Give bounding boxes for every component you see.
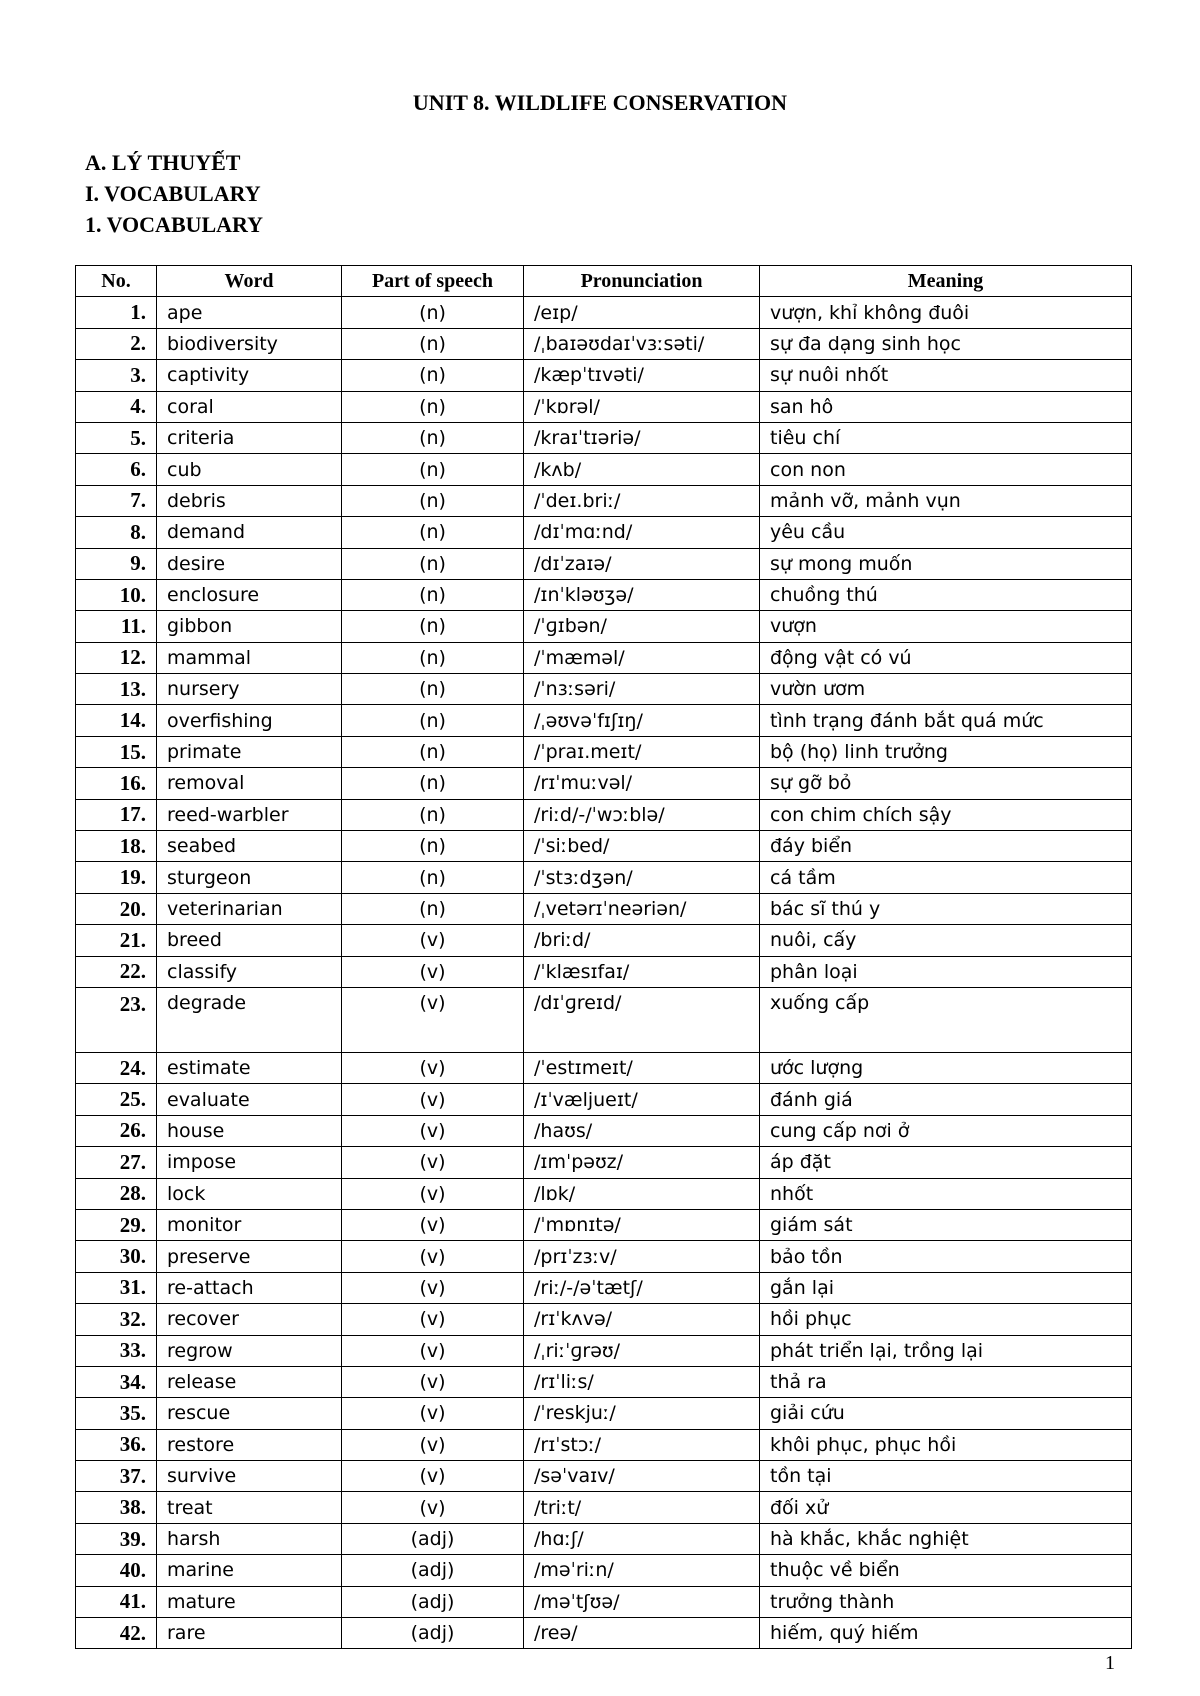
part-of-speech-cell: (v) — [342, 925, 524, 956]
part-of-speech-cell: (n) — [342, 454, 524, 485]
row-number: 13. — [76, 674, 157, 705]
table-row — [76, 956, 1132, 987]
pronunciation-cell: /ˌəʊvəˈfɪʃɪŋ/ — [524, 705, 760, 736]
table-row — [76, 1147, 1132, 1178]
meaning-cell: cá tầm — [760, 862, 1132, 893]
table-row — [76, 1178, 1132, 1209]
pronunciation-cell: /ɪnˈkləʊʒə/ — [524, 579, 760, 610]
table-row — [76, 1084, 1132, 1115]
part-of-speech-cell: (v) — [342, 1052, 524, 1083]
word-cell: enclosure — [157, 579, 342, 610]
row-number: 30. — [76, 1241, 157, 1272]
table-row — [76, 925, 1132, 956]
word-cell: criteria — [157, 422, 342, 453]
pronunciation-cell: /ˈkɒrəl/ — [524, 391, 760, 422]
row-number: 2. — [76, 328, 157, 359]
row-number: 15. — [76, 736, 157, 767]
row-number: 19. — [76, 862, 157, 893]
row-number: 28. — [76, 1178, 157, 1209]
table-row — [76, 1272, 1132, 1303]
row-number: 42. — [76, 1618, 157, 1649]
meaning-cell: tình trạng đánh bắt quá mức — [760, 705, 1132, 736]
row-number: 27. — [76, 1147, 157, 1178]
header-no: No. — [76, 266, 157, 297]
meaning-cell: tiêu chí — [760, 422, 1132, 453]
row-number: 40. — [76, 1555, 157, 1586]
meaning-cell: san hô — [760, 391, 1132, 422]
table-row — [76, 736, 1132, 767]
word-cell: desire — [157, 548, 342, 579]
row-number: 21. — [76, 925, 157, 956]
row-number: 18. — [76, 831, 157, 862]
word-cell: survive — [157, 1461, 342, 1492]
part-of-speech-cell: (v) — [342, 1492, 524, 1523]
word-cell: monitor — [157, 1209, 342, 1240]
part-of-speech-cell: (v) — [342, 1335, 524, 1366]
table-row — [76, 1304, 1132, 1335]
table-header-row — [76, 266, 1132, 297]
row-number: 25. — [76, 1084, 157, 1115]
row-number: 12. — [76, 642, 157, 673]
table-row — [76, 328, 1132, 359]
pronunciation-cell: /rɪˈliːs/ — [524, 1366, 760, 1397]
table-row — [76, 705, 1132, 736]
row-number: 37. — [76, 1461, 157, 1492]
pronunciation-cell: /riːd/-/ˈwɔːblə/ — [524, 799, 760, 830]
meaning-cell: nuôi, cấy — [760, 925, 1132, 956]
part-of-speech-cell: (v) — [342, 1272, 524, 1303]
meaning-cell: yêu cầu — [760, 517, 1132, 548]
meaning-cell: trưởng thành — [760, 1586, 1132, 1617]
pronunciation-cell: /hɑːʃ/ — [524, 1523, 760, 1554]
word-cell: restore — [157, 1429, 342, 1460]
pronunciation-cell: /riː/-/əˈtætʃ/ — [524, 1272, 760, 1303]
pronunciation-cell: /ɪˈvæljueɪt/ — [524, 1084, 760, 1115]
part-of-speech-cell: (v) — [342, 1084, 524, 1115]
meaning-cell: con non — [760, 454, 1132, 485]
pronunciation-cell: /dɪˈzaɪə/ — [524, 548, 760, 579]
meaning-cell: ước lượng — [760, 1052, 1132, 1083]
pronunciation-cell: /dɪˈɡreɪd/ — [524, 987, 760, 1052]
word-cell: lock — [157, 1178, 342, 1209]
table-row — [76, 1555, 1132, 1586]
part-of-speech-cell: (adj) — [342, 1618, 524, 1649]
table-row — [76, 454, 1132, 485]
word-cell: demand — [157, 517, 342, 548]
part-of-speech-cell: (n) — [342, 485, 524, 516]
pronunciation-cell: /məˈtʃʊə/ — [524, 1586, 760, 1617]
part-of-speech-cell: (n) — [342, 862, 524, 893]
part-of-speech-cell: (n) — [342, 360, 524, 391]
word-cell: rare — [157, 1618, 342, 1649]
word-cell: sturgeon — [157, 862, 342, 893]
row-number: 5. — [76, 422, 157, 453]
row-number: 7. — [76, 485, 157, 516]
table-row — [76, 1335, 1132, 1366]
meaning-cell: phân loại — [760, 956, 1132, 987]
pronunciation-cell: /ɪmˈpəʊz/ — [524, 1147, 760, 1178]
row-number: 29. — [76, 1209, 157, 1240]
part-of-speech-cell: (v) — [342, 1429, 524, 1460]
part-of-speech-cell: (v) — [342, 1304, 524, 1335]
meaning-cell: vườn ươm — [760, 674, 1132, 705]
row-number: 32. — [76, 1304, 157, 1335]
table-row — [76, 548, 1132, 579]
table-row — [76, 1209, 1132, 1240]
part-of-speech-cell: (v) — [342, 1115, 524, 1146]
part-of-speech-cell: (v) — [342, 1241, 524, 1272]
table-row — [76, 987, 1132, 1052]
part-of-speech-cell: (n) — [342, 831, 524, 862]
meaning-cell: thả ra — [760, 1366, 1132, 1397]
word-cell: harsh — [157, 1523, 342, 1554]
table-row — [76, 1586, 1132, 1617]
pronunciation-cell: /ˈɡɪbən/ — [524, 611, 760, 642]
word-cell: gibbon — [157, 611, 342, 642]
table-row — [76, 799, 1132, 830]
word-cell: mammal — [157, 642, 342, 673]
pronunciation-cell: /ˈstɜːdʒən/ — [524, 862, 760, 893]
table-row — [76, 422, 1132, 453]
part-of-speech-cell: (adj) — [342, 1586, 524, 1617]
meaning-cell: sự đa dạng sinh học — [760, 328, 1132, 359]
pronunciation-cell: /reə/ — [524, 1618, 760, 1649]
word-cell: rescue — [157, 1398, 342, 1429]
row-number: 8. — [76, 517, 157, 548]
section-heading-vocabulary: I. VOCABULARY — [85, 181, 261, 206]
meaning-cell: mảnh vỡ, mảnh vụn — [760, 485, 1132, 516]
header-pronunciation: Pronunciation — [524, 266, 760, 297]
row-number: 24. — [76, 1052, 157, 1083]
table-row — [76, 1052, 1132, 1083]
part-of-speech-cell: (v) — [342, 1461, 524, 1492]
meaning-cell: sự gỡ bỏ — [760, 768, 1132, 799]
table-row — [76, 1618, 1132, 1649]
vocabulary-table — [75, 265, 1132, 1649]
pronunciation-cell: /ˌbaɪəʊdaɪˈvɜːsəti/ — [524, 328, 760, 359]
row-number: 17. — [76, 799, 157, 830]
part-of-speech-cell: (n) — [342, 422, 524, 453]
meaning-cell: đáy biển — [760, 831, 1132, 862]
meaning-cell: bảo tồn — [760, 1241, 1132, 1272]
row-number: 36. — [76, 1429, 157, 1460]
table-row — [76, 360, 1132, 391]
word-cell: removal — [157, 768, 342, 799]
word-cell: estimate — [157, 1052, 342, 1083]
part-of-speech-cell: (n) — [342, 517, 524, 548]
table-row — [76, 862, 1132, 893]
meaning-cell: chuồng thú — [760, 579, 1132, 610]
row-number: 6. — [76, 454, 157, 485]
pronunciation-cell: /rɪˈkʌvə/ — [524, 1304, 760, 1335]
word-cell: captivity — [157, 360, 342, 391]
row-number: 35. — [76, 1398, 157, 1429]
meaning-cell: khôi phục, phục hồi — [760, 1429, 1132, 1460]
word-cell: reed-warbler — [157, 799, 342, 830]
pronunciation-cell: /prɪˈzɜːv/ — [524, 1241, 760, 1272]
table-row — [76, 831, 1132, 862]
word-cell: cub — [157, 454, 342, 485]
part-of-speech-cell: (adj) — [342, 1523, 524, 1554]
part-of-speech-cell: (n) — [342, 705, 524, 736]
part-of-speech-cell: (n) — [342, 768, 524, 799]
word-cell: primate — [157, 736, 342, 767]
page-title: UNIT 8. WILDLIFE CONSERVATION — [412, 90, 788, 115]
row-number: 3. — [76, 360, 157, 391]
part-of-speech-cell: (n) — [342, 611, 524, 642]
row-number: 20. — [76, 893, 157, 924]
word-cell: debris — [157, 485, 342, 516]
pronunciation-cell: /ˈreskjuː/ — [524, 1398, 760, 1429]
page-number: 1 — [1105, 1652, 1115, 1674]
word-cell: seabed — [157, 831, 342, 862]
pronunciation-cell: /haʊs/ — [524, 1115, 760, 1146]
pronunciation-cell: /kʌb/ — [524, 454, 760, 485]
table-row — [76, 768, 1132, 799]
pronunciation-cell: /ˌriːˈɡrəʊ/ — [524, 1335, 760, 1366]
row-number: 26. — [76, 1115, 157, 1146]
table-row — [76, 579, 1132, 610]
word-cell: recover — [157, 1304, 342, 1335]
part-of-speech-cell: (n) — [342, 642, 524, 673]
table-row — [76, 674, 1132, 705]
meaning-cell: áp đặt — [760, 1147, 1132, 1178]
word-cell: breed — [157, 925, 342, 956]
part-of-speech-cell: (n) — [342, 579, 524, 610]
meaning-cell: vượn — [760, 611, 1132, 642]
part-of-speech-cell: (v) — [342, 1398, 524, 1429]
word-cell: nursery — [157, 674, 342, 705]
row-number: 33. — [76, 1335, 157, 1366]
subsection-heading-vocabulary: 1. VOCABULARY — [85, 212, 264, 237]
table-row — [76, 1115, 1132, 1146]
table-row — [76, 1523, 1132, 1554]
pronunciation-cell: /eɪp/ — [524, 297, 760, 328]
part-of-speech-cell: (v) — [342, 1366, 524, 1397]
meaning-cell: xuống cấp — [760, 987, 1132, 1052]
meaning-cell: giải cứu — [760, 1398, 1132, 1429]
word-cell: biodiversity — [157, 328, 342, 359]
part-of-speech-cell: (n) — [342, 799, 524, 830]
pronunciation-cell: /səˈvaɪv/ — [524, 1461, 760, 1492]
word-cell: evaluate — [157, 1084, 342, 1115]
row-number: 41. — [76, 1586, 157, 1617]
word-cell: regrow — [157, 1335, 342, 1366]
row-number: 4. — [76, 391, 157, 422]
table-row — [76, 391, 1132, 422]
word-cell: impose — [157, 1147, 342, 1178]
table-row — [76, 1429, 1132, 1460]
part-of-speech-cell: (n) — [342, 328, 524, 359]
word-cell: treat — [157, 1492, 342, 1523]
table-row — [76, 1398, 1132, 1429]
meaning-cell: động vật có vú — [760, 642, 1132, 673]
pronunciation-cell: /briːd/ — [524, 925, 760, 956]
table-row — [76, 642, 1132, 673]
pronunciation-cell: /kraɪˈtɪəriə/ — [524, 422, 760, 453]
word-cell: preserve — [157, 1241, 342, 1272]
meaning-cell: đánh giá — [760, 1084, 1132, 1115]
part-of-speech-cell: (v) — [342, 956, 524, 987]
pronunciation-cell: /ˈsiːbed/ — [524, 831, 760, 862]
header-meaning: Meaning — [760, 266, 1132, 297]
word-cell: release — [157, 1366, 342, 1397]
meaning-cell: gắn lại — [760, 1272, 1132, 1303]
part-of-speech-cell: (n) — [342, 297, 524, 328]
word-cell: coral — [157, 391, 342, 422]
pronunciation-cell: /rɪˈmuːvəl/ — [524, 768, 760, 799]
table-row — [76, 1461, 1132, 1492]
part-of-speech-cell: (v) — [342, 1209, 524, 1240]
row-number: 9. — [76, 548, 157, 579]
row-number: 11. — [76, 611, 157, 642]
pronunciation-cell: /ˈdeɪ.briː/ — [524, 485, 760, 516]
table-row — [76, 485, 1132, 516]
pronunciation-cell: /rɪˈstɔː/ — [524, 1429, 760, 1460]
part-of-speech-cell: (n) — [342, 893, 524, 924]
meaning-cell: hiếm, quý hiếm — [760, 1618, 1132, 1649]
table-row — [76, 1492, 1132, 1523]
part-of-speech-cell: (v) — [342, 1147, 524, 1178]
part-of-speech-cell: (n) — [342, 736, 524, 767]
header-word: Word — [157, 266, 342, 297]
row-number: 38. — [76, 1492, 157, 1523]
meaning-cell: hồi phục — [760, 1304, 1132, 1335]
word-cell: classify — [157, 956, 342, 987]
row-number: 10. — [76, 579, 157, 610]
row-number: 1. — [76, 297, 157, 328]
row-number: 16. — [76, 768, 157, 799]
pronunciation-cell: /ˈmæməl/ — [524, 642, 760, 673]
word-cell: marine — [157, 1555, 342, 1586]
pronunciation-cell: /ˈklæsɪfaɪ/ — [524, 956, 760, 987]
meaning-cell: con chim chích sậy — [760, 799, 1132, 830]
meaning-cell: phát triển lại, trồng lại — [760, 1335, 1132, 1366]
word-cell: degrade — [157, 987, 342, 1052]
word-cell: house — [157, 1115, 342, 1146]
pronunciation-cell: /ˈpraɪ.meɪt/ — [524, 736, 760, 767]
word-cell: re-attach — [157, 1272, 342, 1303]
part-of-speech-cell: (n) — [342, 674, 524, 705]
meaning-cell: bác sĩ thú y — [760, 893, 1132, 924]
table-row — [76, 1241, 1132, 1272]
row-number: 22. — [76, 956, 157, 987]
row-number: 39. — [76, 1523, 157, 1554]
row-number: 34. — [76, 1366, 157, 1397]
row-number: 31. — [76, 1272, 157, 1303]
part-of-speech-cell: (n) — [342, 391, 524, 422]
table-row — [76, 1366, 1132, 1397]
meaning-cell: đối xử — [760, 1492, 1132, 1523]
part-of-speech-cell: (n) — [342, 548, 524, 579]
pronunciation-cell: /lɒk/ — [524, 1178, 760, 1209]
row-number: 23. — [76, 987, 157, 1052]
meaning-cell: vượn, khỉ không đuôi — [760, 297, 1132, 328]
pronunciation-cell: /kæpˈtɪvəti/ — [524, 360, 760, 391]
pronunciation-cell: /ˈnɜːsəri/ — [524, 674, 760, 705]
table-row — [76, 893, 1132, 924]
meaning-cell: sự mong muốn — [760, 548, 1132, 579]
section-heading-theory: A. LÝ THUYẾT — [85, 150, 241, 175]
pronunciation-cell: /məˈriːn/ — [524, 1555, 760, 1586]
meaning-cell: hà khắc, khắc nghiệt — [760, 1523, 1132, 1554]
pronunciation-cell: /ˈestɪmeɪt/ — [524, 1052, 760, 1083]
pronunciation-cell: /ˈmɒnɪtə/ — [524, 1209, 760, 1240]
meaning-cell: cung cấp nơi ở — [760, 1115, 1132, 1146]
meaning-cell: thuộc về biển — [760, 1555, 1132, 1586]
part-of-speech-cell: (v) — [342, 987, 524, 1052]
meaning-cell: tồn tại — [760, 1461, 1132, 1492]
table-row — [76, 611, 1132, 642]
part-of-speech-cell: (v) — [342, 1178, 524, 1209]
meaning-cell: giám sát — [760, 1209, 1132, 1240]
meaning-cell: bộ (họ) linh trưởng — [760, 736, 1132, 767]
table-row — [76, 517, 1132, 548]
word-cell: overfishing — [157, 705, 342, 736]
table-row — [76, 297, 1132, 328]
word-cell: ape — [157, 297, 342, 328]
word-cell: veterinarian — [157, 893, 342, 924]
meaning-cell: sự nuôi nhốt — [760, 360, 1132, 391]
part-of-speech-cell: (adj) — [342, 1555, 524, 1586]
word-cell: mature — [157, 1586, 342, 1617]
header-part-of-speech: Part of speech — [342, 266, 524, 297]
pronunciation-cell: /triːt/ — [524, 1492, 760, 1523]
pronunciation-cell: /dɪˈmɑːnd/ — [524, 517, 760, 548]
pronunciation-cell: /ˌvetərɪˈneəriən/ — [524, 893, 760, 924]
row-number: 14. — [76, 705, 157, 736]
meaning-cell: nhốt — [760, 1178, 1132, 1209]
